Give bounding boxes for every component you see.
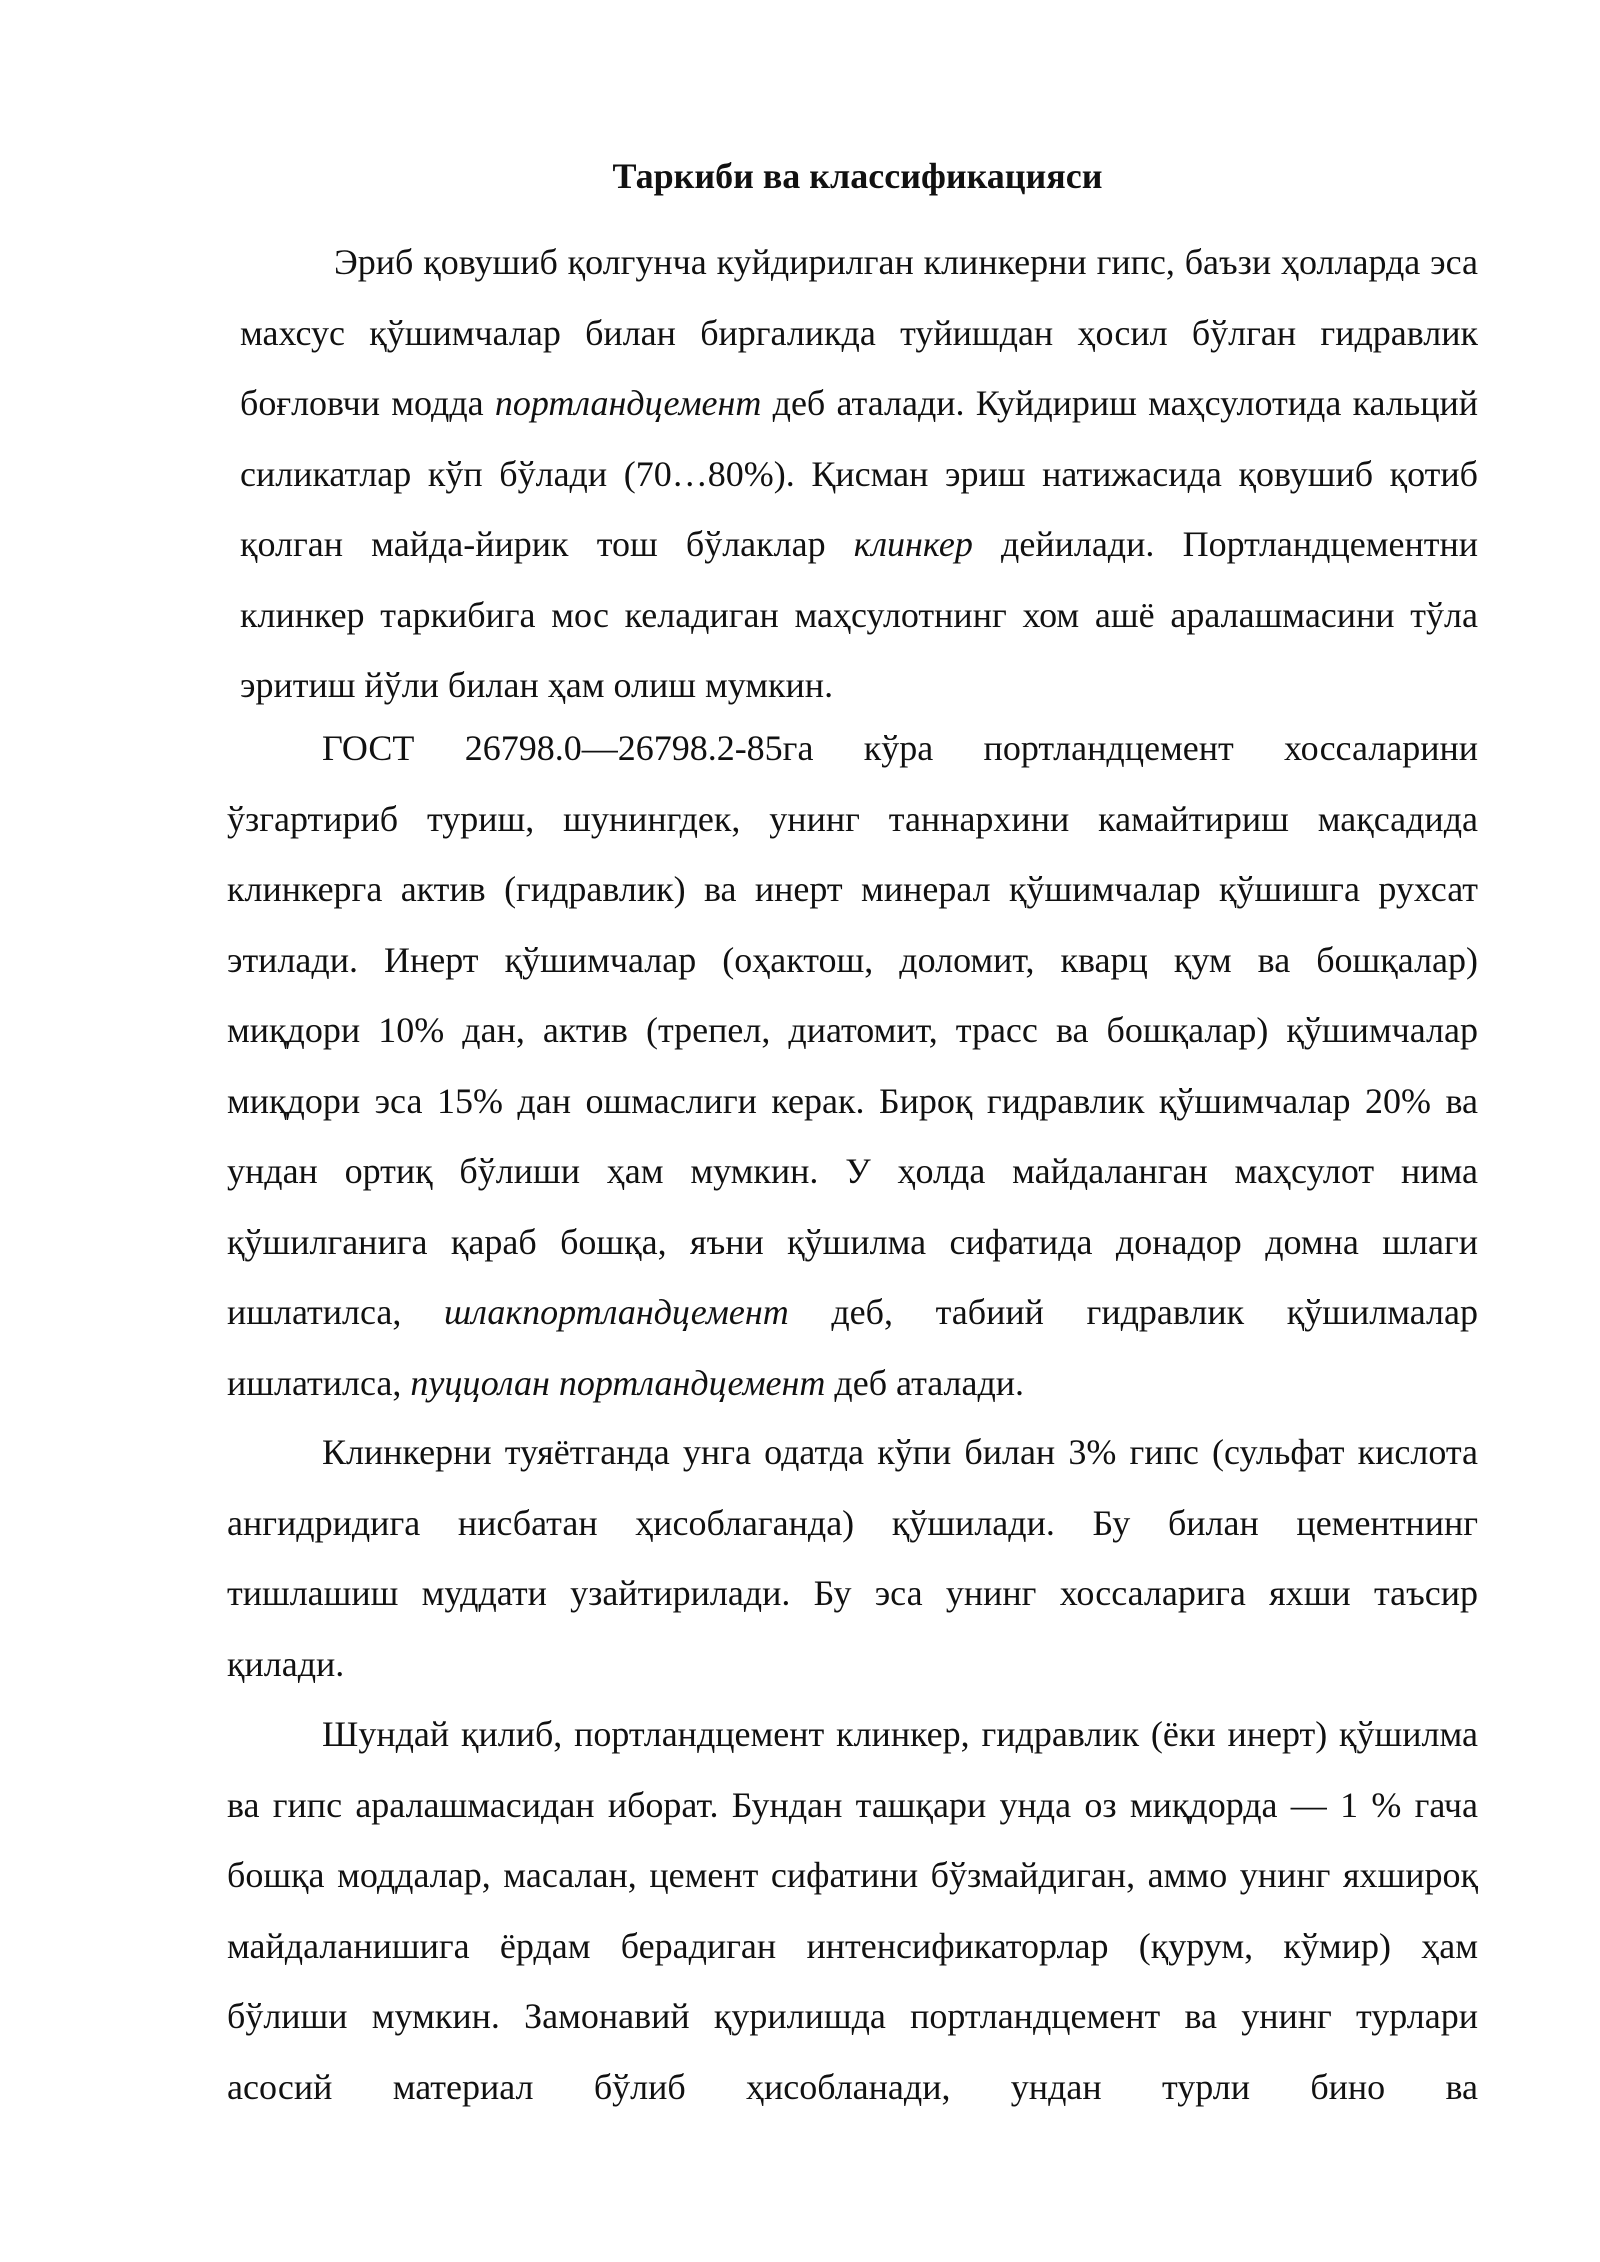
paragraph-text: ГОСТ 26798.0—26798.2-85га кўра портландцемент хоссаларини ўзгартириб туриш, шунингдек, унинг таннархини камайтириш мақсадида клинкерга актив (гидравлик) ва инерт минерал қўшимчалар қўшишга рухсат этилади. Инерт қўшимчалар (оҳактош, доломит, кварц қум ва бошқалар) миқдори 10% дан, актив (трепел, диатомит, трасс ва бошқалар) қўшимчалар миқдори эса 15% дан ошмаслиги керак. Бироқ гидравлик қўшимчалар 20% ва ундан ортиқ бўлиши ҳам мумкин. У ҳолда майдаланган маҳсулот нима қўшилганига қараб бошқа, яъни қўшилма сифатида донадор домна шлаги ишлатилса, bbox=[227, 728, 1478, 1332]
italic-term-clinker: клинкер bbox=[853, 524, 973, 564]
page-title: Таркиби ва классификацияси bbox=[612, 156, 1103, 196]
paragraph-text: деб, табиий гидравлик қўшилмалар ишлатилса, bbox=[227, 1292, 1479, 1403]
paragraph-text: деб аталади. Куйдириш маҳсулотида кальций силикатлар кўп бўлади (70…80%). Қисман эриш натижасида қовушиб қотиб қолган майда-йирик тош бўлаклар bbox=[240, 383, 1478, 564]
paragraph-text: дейилади. Портландцементни клинкер таркибига мос келадиган маҳсулотнинг хом ашё аралашмасини тўла эритиш йўли билан ҳам олиш мумкин. bbox=[240, 524, 1478, 705]
italic-term-portlandcement: портландцемент bbox=[494, 383, 762, 423]
italic-term-pozzolan-portlandcement: пуццолан портландцемент bbox=[410, 1362, 826, 1403]
paragraph-text: Эриб қовушиб қолгунча куйдирилган клинкерни гипс, баъзи ҳолларда эса махсус қўшимчалар билан биргаликда туйишдан ҳосил бўлган гидравлик боғловчи модда bbox=[240, 242, 1478, 423]
italic-term-slag-portlandcement: шлакпортландцемент bbox=[444, 1292, 789, 1332]
paragraph-1 bbox=[240, 227, 1478, 721]
paragraph-3 bbox=[227, 1417, 1478, 1699]
paragraph-text: Шундай қилиб, портландцемент клинкер, гидравлик (ёки инерт) қўшилма ва гипс аралашмасидан иборат. Бундан ташқари унда оз миқдорда — 1 % гача бошқа моддалар, масалан, цемент сифатини бўзмайдиган, аммо унинг яхшироқ майдаланишига ёрдам берадиган интенсификаторлар (қурум, кўмир) ҳам бўлиши мумкин. Замонавий қурилишда портландцемент ва унинг турлари асосий материал бўлиб ҳисобланади, ундан турли бино ва bbox=[227, 1714, 1478, 2107]
paragraph-2 bbox=[227, 713, 1478, 1418]
paragraph-text: деб аталади. bbox=[825, 1362, 1025, 1403]
paragraph-text: Клинкерни туяётганда унга одатда кўпи билан 3% гипс (сульфат кислота ангидридига нисбатан ҳисоблаганда) қўшилади. Бу билан цементнинг тишлашиш муддати узайтирилади. Бу эса унинг хоссаларига яхши таъсир қилади. bbox=[227, 1432, 1478, 1684]
paragraph-4 bbox=[227, 1699, 1478, 2122]
